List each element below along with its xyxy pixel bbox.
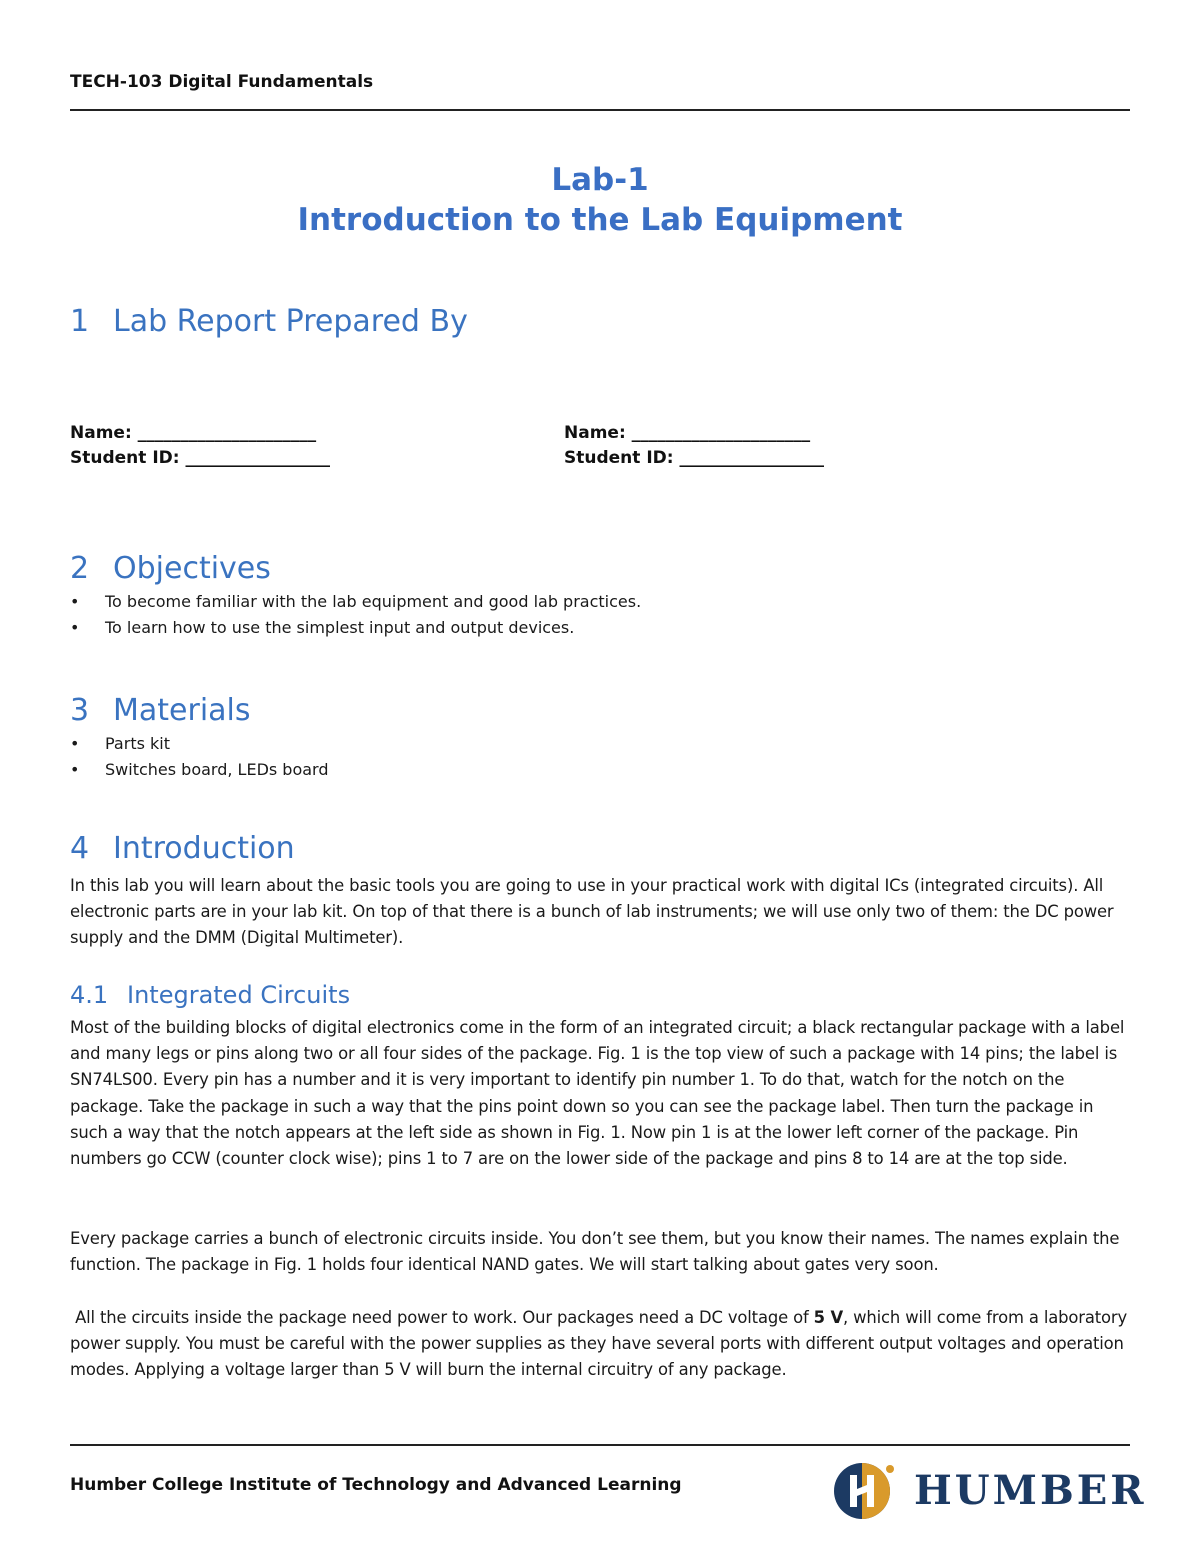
- paragraph-text: All the circuits inside the package need power to work. Our packages need a DC voltage of: [70, 1308, 814, 1327]
- ic-paragraph-2: Every package carries a bunch of electronic circuits inside. You don’t see them, but you know their names. The names explain the function. The package in Fig. 1 holds four identical NAND gates. We will start talking about gates very soon.: [70, 1229, 1120, 1275]
- lab-title: Introduction to the Lab Equipment: [297, 202, 903, 238]
- humber-logo: [832, 1459, 1147, 1521]
- paragraph-text: , which will come from a laboratory power supply. You must be careful with the power supplies as they have several ports with different output voltages and operation modes. Applying a voltage larger than 5 V will burn the internal circuitry of any package.: [70, 1308, 1133, 1380]
- name-blank[interactable]: _____________________: [631, 423, 811, 443]
- section-prepared-heading: [70, 304, 468, 339]
- section-title: Objectives: [113, 551, 271, 586]
- institution-name: Humber College Institute of Technology and Advanced Learning: [70, 1475, 682, 1495]
- section-number: 2: [70, 551, 90, 586]
- list-item: • To learn how to use the simplest input and output devices.: [70, 615, 641, 641]
- section-number: 4: [70, 831, 90, 866]
- name-blank[interactable]: _____________________: [137, 423, 317, 443]
- humber-emblem-icon: [832, 1459, 904, 1521]
- introduction-paragraph: In this lab you will learn about the basic tools you are going to use in your practical work with digital ICs (integrated circuits). All electronic parts are in your lab kit. On top of that there is a bunch of lab instruments; we will use only two of them: the DC power supply and the DMM (Digital Multimeter).: [70, 876, 1114, 948]
- header-divider: [70, 109, 1130, 111]
- name-field-2[interactable]: [564, 421, 810, 446]
- student-id-field-2[interactable]: [564, 446, 824, 471]
- student-id-blank[interactable]: _________________: [185, 448, 330, 468]
- section-title: Introduction: [113, 831, 295, 866]
- materials-list: [70, 731, 329, 783]
- section-introduction-heading: [70, 831, 295, 866]
- voltage-value: 5 V: [813, 1308, 844, 1327]
- section-number: 3: [70, 693, 90, 728]
- section-title: Materials: [113, 693, 251, 728]
- section-title: Lab Report Prepared By: [113, 304, 468, 339]
- student-id-label: Student ID:: [564, 448, 674, 468]
- name-field-1[interactable]: [70, 421, 316, 446]
- name-label: Name:: [70, 423, 132, 443]
- section-number: 4.1: [70, 981, 109, 1009]
- list-item: • To become familiar with the lab equipment and good lab practices.: [70, 589, 641, 615]
- section-title: Integrated Circuits: [127, 981, 351, 1009]
- student-id-field-1[interactable]: [70, 446, 330, 471]
- lab-number-title: Lab-1: [551, 162, 649, 198]
- ic-paragraph-3: [70, 1305, 1132, 1384]
- section-number: 1: [70, 304, 90, 339]
- list-item: • Switches board, LEDs board: [70, 757, 329, 783]
- section-materials-heading: [70, 693, 251, 728]
- course-header: TECH-103 Digital Fundamentals: [70, 72, 374, 92]
- section-objectives-heading: [70, 551, 271, 586]
- ic-paragraph-1: Most of the building blocks of digital electronics come in the form of an integrated circuit; a black rectangular package with a label and many legs or pins along two or all four sides of the package. Fig. 1 is the top view of such a package with 14 pins; the label is SN74LS00. Every pin has a number and it is very important to identify pin number 1. To do that, watch for the notch on the package. Take the package in such a way that the pins point down so you can see the package label. Then turn the package in such a way that the notch appears at the left side as shown in Fig. 1. Now pin 1 is at the lower left corner of the package. Pin numbers go CCW (counter clock wise); pins 1 to 7 are on the lower side of the package and pins 8 to 14 are at the top side.: [70, 1018, 1125, 1169]
- name-label: Name:: [564, 423, 626, 443]
- list-item: • Parts kit: [70, 731, 329, 757]
- footer-divider: [70, 1444, 1130, 1446]
- objectives-list: [70, 589, 641, 641]
- student-id-label: Student ID:: [70, 448, 180, 468]
- student-id-blank[interactable]: _________________: [679, 448, 824, 468]
- logo-wordmark: HUMBER: [914, 1467, 1147, 1514]
- subsection-ic-heading: [70, 981, 350, 1009]
